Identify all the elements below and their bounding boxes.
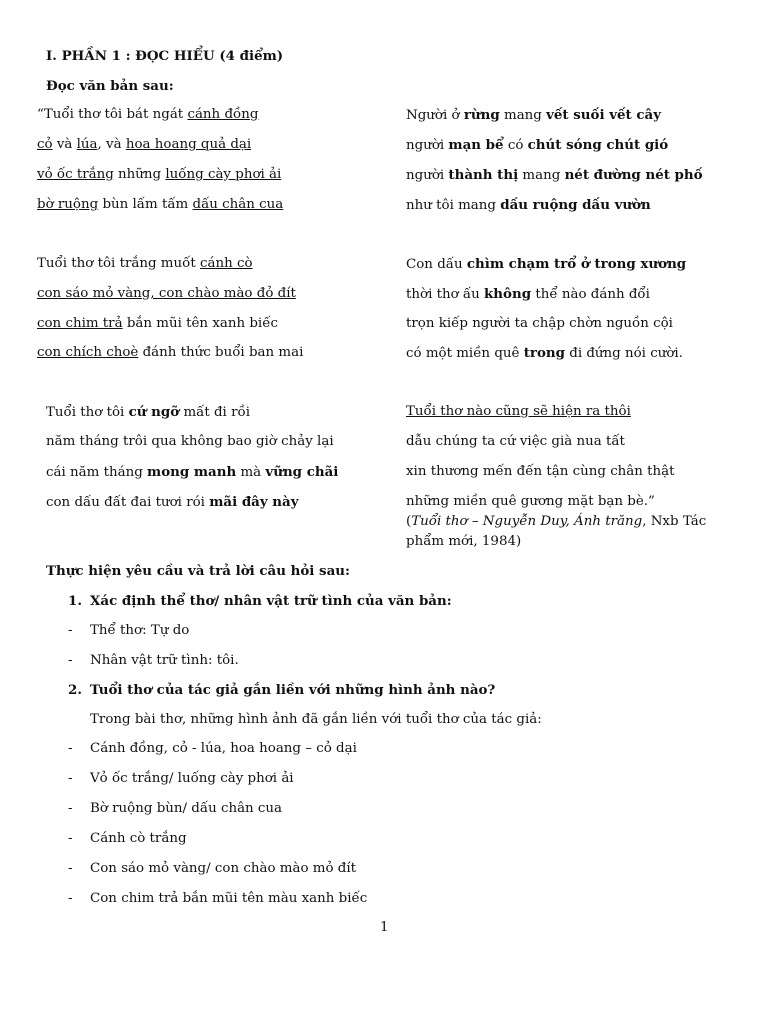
poem-line (37, 285, 296, 303)
answer-item: Con chim trả bắn mũi tên màu xanh biếc (90, 891, 368, 906)
text-run: con dấu đất đai tươi rói (46, 495, 210, 510)
text-run: những (113, 167, 166, 182)
poem-line (406, 285, 650, 304)
dash-bullet: - (68, 653, 73, 668)
poem-line (37, 315, 278, 333)
question-number: 1. (68, 593, 82, 609)
text-run: người (406, 168, 449, 183)
text-run: người (406, 138, 449, 153)
poem-line (46, 463, 338, 482)
section-heading: I. PHẦN 1 : ĐỌC HIỂU (4 điểm) (46, 48, 284, 64)
answer-item: Cánh đồng, cỏ - lúa, hoa hoang – cỏ dại (90, 741, 357, 756)
text-run: có một miền quê (406, 346, 524, 361)
answer-item: Vỏ ốc trắng/ luống cày phơi ải (90, 771, 294, 786)
poem-line (37, 196, 283, 214)
text-run: mà (236, 465, 266, 480)
text-run: vững chãi (265, 464, 339, 480)
dash-bullet: - (68, 891, 73, 906)
answer-item: Bờ ruộng bùn/ dấu chân cua (90, 801, 283, 816)
answer-item: Con sáo mỏ vàng/ con chào mào mỏ đít (90, 861, 357, 876)
text-run: mang (518, 168, 565, 183)
text-run: trong (523, 345, 565, 361)
poem-line (37, 106, 258, 124)
poem-line (406, 196, 651, 215)
text-run: Người ở (406, 108, 464, 123)
poem-line (406, 106, 661, 125)
dash-bullet: - (68, 623, 73, 638)
text-run: những miền quê gương mặt bạn bè.” (406, 494, 655, 509)
poem-line (406, 255, 686, 274)
text-run: Tuổi thơ tôi trắng muốt (37, 256, 200, 271)
text-run: vỏ ốc trắng (37, 167, 114, 182)
text-run: “Tuổi thơ tôi bát ngát (37, 107, 188, 122)
dash-bullet: - (68, 741, 73, 756)
text-run: trọn kiếp người ta chập chờn nguồn cội (406, 316, 673, 331)
text-run: không (484, 286, 532, 302)
text-run: mạn bể (448, 137, 504, 153)
text-run: thời thơ ấu (406, 287, 485, 302)
text-run: bờ ruộng (37, 197, 99, 212)
poem-line (406, 136, 668, 155)
text-run: có (503, 138, 528, 153)
answer-item: Cánh cò trắng (90, 831, 187, 846)
poem-line (37, 166, 281, 184)
poem-line (37, 344, 303, 362)
text-run: dẫu chúng ta cứ việc già nua tất (406, 434, 625, 449)
text-run: lúa (76, 137, 98, 152)
poem-source (406, 513, 706, 531)
poem-line (37, 136, 251, 154)
poem-line (406, 166, 703, 185)
poem-line (406, 315, 673, 333)
poem-line (46, 493, 299, 512)
answer-intro: Trong bài thơ, những hình ảnh đã gắn liền với tuổi thơ của tác giả: (90, 712, 542, 727)
text-run: cánh đồng (187, 107, 259, 122)
answer-item: Nhân vật trữ tình: tôi. (90, 653, 239, 668)
text-run: đánh thức buổi ban mai (138, 345, 304, 360)
text-run: cỏ (37, 137, 53, 152)
text-run: vết suối vết cây (546, 107, 661, 123)
text-run: bắn mũi tên xanh biếc (122, 316, 278, 331)
text-run: Tuổi thơ tôi (46, 405, 129, 420)
text-run: phẩm mới, 1984) (406, 534, 522, 549)
text-run: mãi đây này (209, 494, 299, 510)
dash-bullet: - (68, 801, 73, 816)
text-run: dấu chân cua (192, 197, 284, 212)
text-run: như tôi mang (406, 198, 501, 213)
poem-line (406, 463, 675, 481)
dash-bullet: - (68, 831, 73, 846)
text-run: nét đường nét phố (564, 167, 703, 183)
text-run: mất đi rồi (179, 405, 250, 420)
text-run: cứ ngỡ (128, 404, 180, 420)
text-run: Tuổi thơ – Nguyễn Duy, Ánh trăng (411, 514, 643, 529)
text-run: mang (499, 108, 547, 123)
text-run: cánh cò (199, 256, 253, 271)
text-run: con sáo mỏ vàng, con chào mào đỏ đít (37, 286, 296, 301)
poem-line (37, 255, 253, 273)
text-run: dấu ruộng dấu vườn (500, 197, 651, 213)
text-run: thể nào đánh đổi (531, 287, 650, 302)
text-run: Tuổi thơ nào cũng sẽ hiện ra thôi (406, 404, 631, 419)
text-run: và (52, 137, 77, 152)
text-run: con chích choè (37, 345, 139, 360)
text-run: Con dấu (406, 257, 467, 272)
text-run: , Nxb Tác (642, 514, 707, 529)
text-run: hoa hoang quả dại (125, 137, 252, 152)
dash-bullet: - (68, 861, 73, 876)
text-run: năm tháng trôi qua không bao giờ chảy lại (46, 434, 334, 449)
dash-bullet: - (68, 771, 73, 786)
text-run: con chim trả (37, 316, 123, 331)
question-number: 2. (68, 682, 82, 698)
poem-line (46, 403, 250, 422)
poem-line (46, 433, 334, 451)
question-text: Tuổi thơ của tác giả gắn liền với những hình ảnh nào? (90, 682, 496, 698)
text-run: cái năm tháng (46, 465, 148, 480)
reading-instruction: Đọc văn bản sau: (46, 78, 174, 94)
poem-line (406, 344, 683, 363)
text-run: ( (406, 514, 412, 529)
text-run: , và (97, 137, 126, 152)
text-run: bùn lấm tấm (98, 197, 193, 212)
poem-line (406, 433, 625, 451)
text-run: mong manh (147, 464, 237, 480)
text-run: rừng (463, 107, 500, 123)
poem-line (406, 403, 631, 421)
question-text: Xác định thể thơ/ nhân vật trữ tình của văn bản: (90, 593, 452, 609)
answer-item: Thể thơ: Tự do (90, 623, 190, 638)
text-run: thành thị (448, 167, 519, 183)
poem-source (406, 533, 521, 551)
text-run: xin thương mến đến tận cùng chân thật (406, 464, 675, 479)
page-number: 1 (380, 920, 389, 935)
text-run: đi đứng nói cười. (564, 346, 683, 361)
text-run: chìm chạm trổ ở trong xương (466, 256, 687, 272)
task-instruction: Thực hiện yêu cầu và trả lời câu hỏi sau: (46, 563, 350, 579)
poem-line (406, 493, 655, 511)
text-run: chút sóng chút gió (527, 137, 669, 153)
text-run: luống cày phơi ải (165, 167, 282, 182)
